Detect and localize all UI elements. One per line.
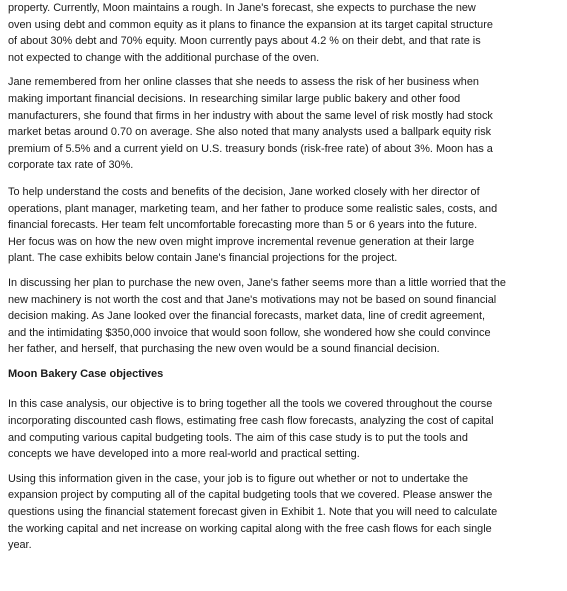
text-line: year. <box>8 539 32 552</box>
text-line: new machinery is not worth the cost and that Jane's motivations may not be based on sound financial <box>8 293 497 306</box>
text-line: questions using the financial statement forecast given in Exhibit 1. Note that you will need to calculate <box>8 506 498 519</box>
text-line: operations, plant manager, marketing team, and her father to produce some realistic sales, costs, and <box>8 202 498 215</box>
text-line: of about 30% debt and 70% equity. Moon currently pays about 4.2 % on their debt, and that rate is <box>8 35 481 48</box>
text-line: her father, and herself, that purchasing the new oven would be a sound financial decision. <box>8 343 440 356</box>
text-line: In discussing her plan to purchase the new oven, Jane's father seems more than a little worried that the <box>8 276 506 289</box>
paragraph-father-concern <box>8 275 560 358</box>
text-line: corporate tax rate of 30%. <box>8 159 134 172</box>
paragraph-objective <box>8 396 560 462</box>
section-heading: Moon Bakery Case objectives <box>8 367 164 380</box>
paragraph-financing <box>8 0 560 66</box>
text-line: concepts we have developed into a more real-world and practical setting. <box>8 448 360 461</box>
paragraph-forecasts <box>8 184 560 267</box>
text-line: To help understand the costs and benefits of the decision, Jane worked closely with her director of <box>8 185 480 198</box>
text-line: making important financial decisions. In researching similar large public bakery and other food <box>8 92 461 105</box>
text-line: and the intimidating $350,000 invoice that would soon follow, she wondered how she could convince <box>8 326 491 339</box>
text-line: market betas around 0.70 on average. She also noted that many analysts used a ballpark equity risk <box>8 126 492 139</box>
paragraph-task <box>8 471 560 554</box>
paragraph-risk <box>8 74 560 174</box>
text-line: premium of 5.5% and a current yield on U.S. treasury bonds (risk-free rate) of about 3%. Moon has a <box>8 142 493 155</box>
text-line: not expected to change with the additional purchase of the oven. <box>8 51 320 64</box>
text-line: manufacturers, she found that firms in her industry with about the same level of risk mostly had stock <box>8 109 493 122</box>
text-line: oven using debt and common equity as it plans to finance the expansion at its target capital structure <box>8 18 493 31</box>
text-line: financial forecasts. Her team felt uncomfortable forecasting more than 5 or 6 years into the future. <box>8 219 478 232</box>
text-line: the working capital and net increase on working capital along with the free cash flows for each single <box>8 522 492 535</box>
text-line: property. Currently, Moon maintains a rough. In Jane's forecast, she expects to purchase the new <box>8 2 476 14</box>
document-page <box>8 0 560 554</box>
text-line: decision making. As Jane looked over the financial forecasts, market data, line of credit agreement, <box>8 310 486 323</box>
text-line: Her focus was on how the new oven might improve incremental revenue generation at their large <box>8 235 475 248</box>
text-line: In this case analysis, our objective is to bring together all the tools we covered throughout the course <box>8 398 493 411</box>
text-line: Using this information given in the case, your job is to figure out whether or not to undertake the <box>8 472 469 485</box>
text-line: Jane remembered from her online classes that she needs to assess the risk of her business when <box>8 76 479 89</box>
text-line: incorporating discounted cash flows, estimating free cash flow forecasts, analyzing the cost of capital <box>8 415 494 428</box>
text-line: plant. The case exhibits below contain Jane's financial projections for the project. <box>8 252 398 265</box>
text-line: expansion project by computing all of the capital budgeting tools that we covered. Please answer the <box>8 489 493 502</box>
text-line: and computing various capital budgeting tools. The aim of this case study is to put the tools and <box>8 431 468 444</box>
